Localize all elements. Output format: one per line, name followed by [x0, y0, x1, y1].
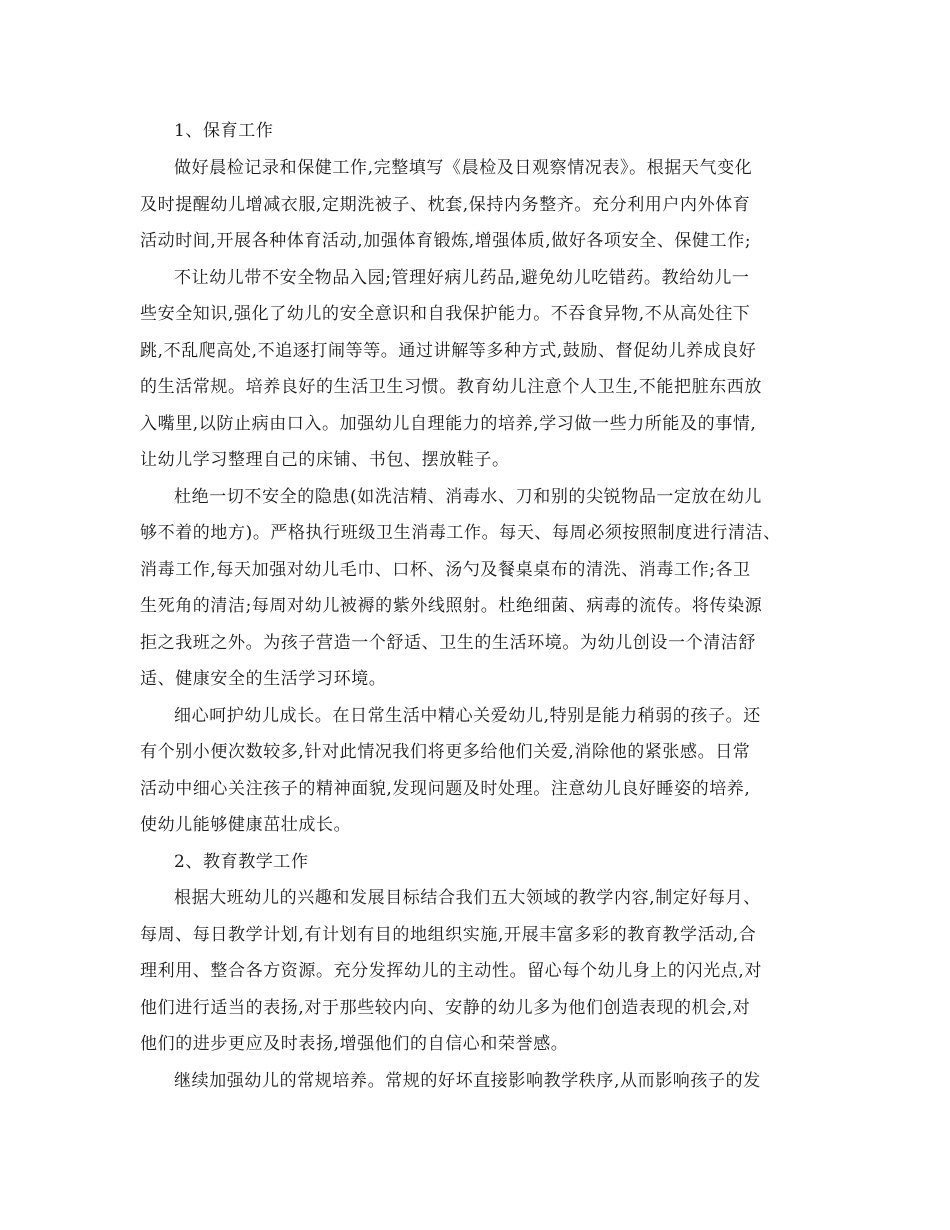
- paragraph-line: 及时提醒幼儿增减衣服,定期洗被子、枕套,保持内务整齐。充分利用户内外体育: [140, 195, 751, 215]
- paragraph-line: 拒之我班之外。为孩子营造一个舒适、卫生的生活环境。为幼儿创设一个清洁舒: [140, 633, 756, 653]
- paragraph-line: 细心呵护幼儿成长。在日常生活中精心关爱幼儿,特别是能力稍弱的孩子。还: [174, 706, 761, 726]
- paragraph-line: 使幼儿能够健康茁壮成长。: [140, 815, 352, 835]
- paragraph-line: 根据大班幼儿的兴趣和发展目标结合我们五大领域的教学内容,制定好每月、: [174, 888, 761, 908]
- paragraph-line: 入嘴里,以防止病由口入。加强幼儿自理能力的培养,学习做一些力所能及的事情,: [140, 414, 757, 434]
- paragraph-line: 不让幼儿带不安全物品入园;管理好病儿药品,避免幼儿吃错药。教给幼儿一: [174, 268, 750, 288]
- paragraph-line: 些安全知识,强化了幼儿的安全意识和自我保护能力。不吞食异物,不从高处往下: [140, 304, 751, 324]
- paragraph-line: 他们进行适当的表扬,对于那些较内向、安静的幼儿多为他们创造表现的机会,对: [140, 998, 751, 1018]
- section-heading: 2、教育教学工作: [174, 852, 309, 872]
- paragraph-line: 活动时间,开展各种体育活动,加强体育锻炼,增强体质,做好各项安全、保健工作;: [140, 231, 752, 251]
- paragraph-line: 让幼儿学习整理自己的床铺、书包、摆放鞋子。: [140, 450, 510, 470]
- paragraph-line: 每周、每日教学计划,有计划有目的地组织实施,开展丰富多彩的教育教学活动,合: [140, 925, 757, 945]
- paragraph-line: 他们的进步更应及时表扬,增强他们的自信心和荣誉感。: [140, 1034, 569, 1054]
- paragraph-line: 继续加强幼儿的常规培养。常规的好坏直接影响教学秩序,从而影响孩子的发: [174, 1071, 761, 1091]
- paragraph-line: 做好晨检记录和保健工作,完整填写《晨检及日观察情况表》。根据天气变化: [174, 158, 753, 178]
- paragraph-line: 杜绝一切不安全的隐患(如洗洁精、消毒水、刀和别的尖锐物品一定放在幼儿: [174, 487, 763, 507]
- paragraph-line: 消毒工作,每天加强对幼儿毛巾、口杯、汤勺及餐桌桌布的清洗、消毒工作;各卫: [140, 560, 751, 580]
- paragraph-line: 适、健康安全的生活学习环境。: [140, 669, 387, 689]
- paragraph-line: 有个别小便次数较多,针对此情况我们将更多给他们关爱,消除他的紧张感。日常: [140, 742, 751, 762]
- paragraph-line: 活动中细心关注孩子的精神面貌,发现问题及时处理。注意幼儿良好睡姿的培养,: [140, 779, 751, 799]
- paragraph-line: 的生活常规。培养良好的生活卫生习惯。教育幼儿注意个人卫生,不能把脏东西放: [140, 377, 763, 397]
- paragraph-line: 理利用、整合各方资源。充分发挥幼儿的主动性。留心每个幼儿身上的闪光点,对: [140, 961, 763, 981]
- paragraph-line: 跳,不乱爬高处,不追逐打闹等等。通过讲解等多种方式,鼓励、督促幼儿养成良好: [140, 341, 757, 361]
- paragraph-line: 生死角的清洁;每周对幼儿被褥的紫外线照射。杜绝细菌、病毒的流传。将传染源: [140, 596, 763, 616]
- section-heading: 1、保育工作: [174, 121, 274, 141]
- paragraph-line: 够不着的地方)。严格执行班级卫生消毒工作。每天、每周必须按照制度进行清洁、: [140, 523, 781, 543]
